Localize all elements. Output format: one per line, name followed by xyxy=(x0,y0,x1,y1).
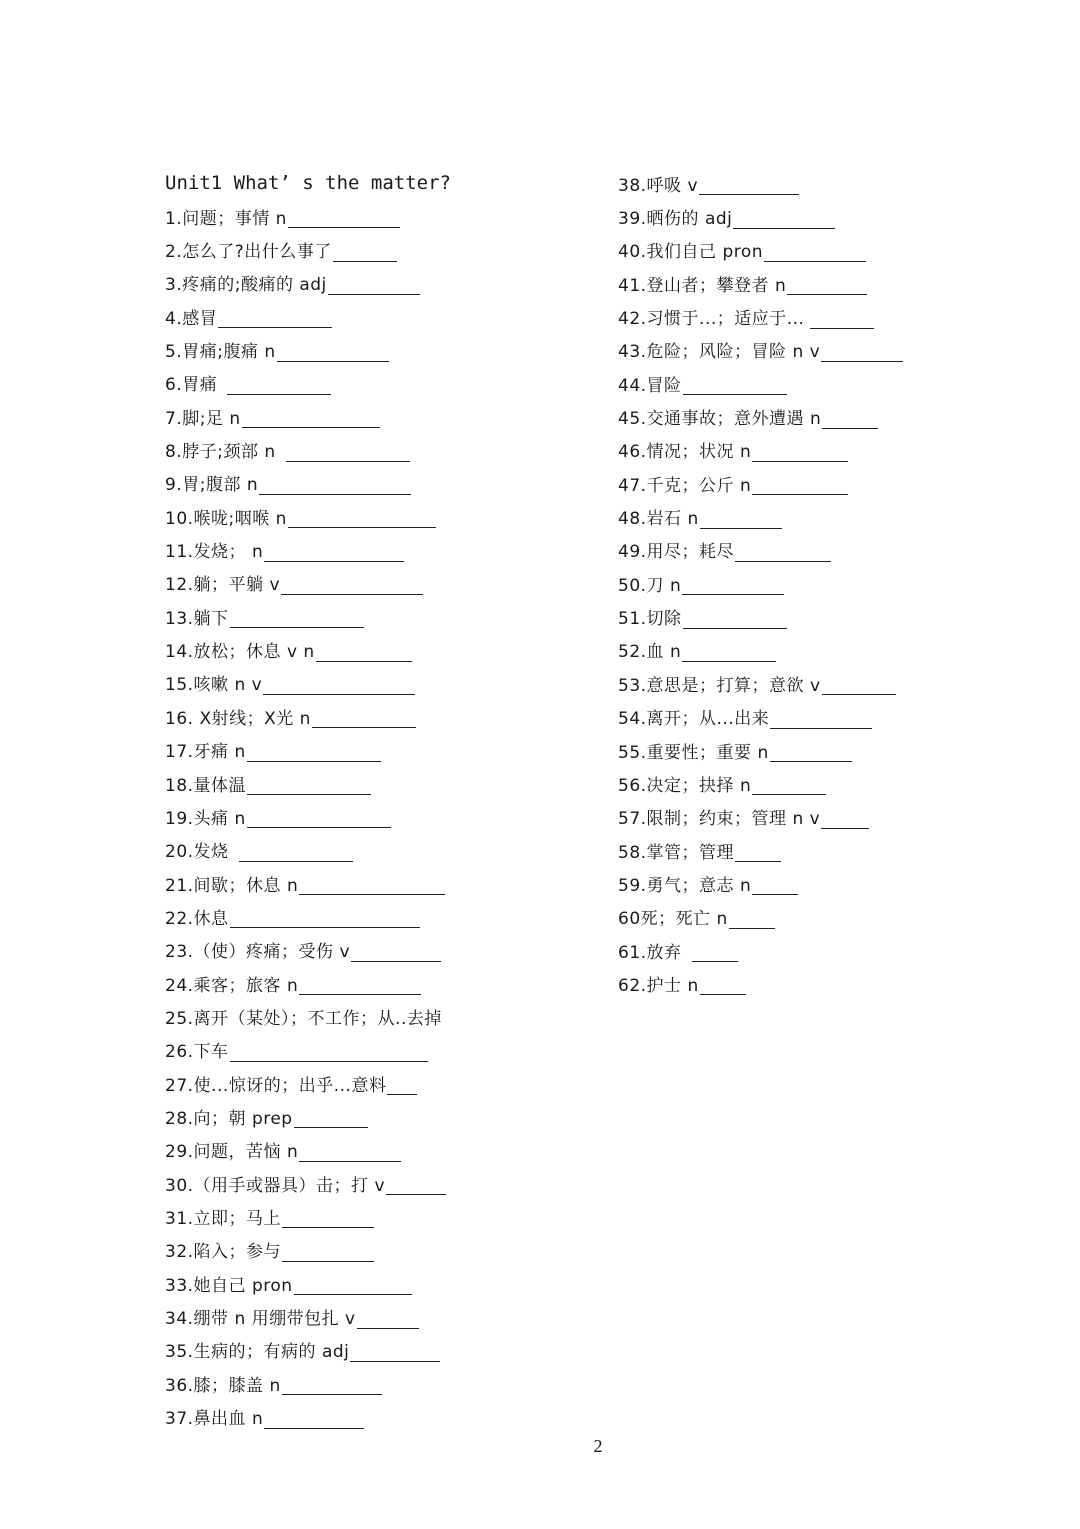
item-text: 55.重要性；重要 n xyxy=(618,742,769,763)
answer-blank[interactable] xyxy=(286,443,410,462)
vocab-item xyxy=(165,1169,585,1202)
answer-blank[interactable] xyxy=(264,543,404,562)
answer-blank[interactable] xyxy=(299,1143,401,1162)
answer-blank[interactable] xyxy=(821,810,869,829)
vocab-item xyxy=(165,1302,585,1335)
item-text: 26.下车 xyxy=(165,1042,229,1063)
vocab-item xyxy=(165,902,585,935)
vocab-item xyxy=(165,869,585,902)
right-column xyxy=(618,169,1038,1003)
item-text: 34.绷带 n 用绷带包扎 v xyxy=(165,1309,356,1330)
answer-blank[interactable] xyxy=(230,1043,428,1062)
answer-blank[interactable] xyxy=(294,1276,412,1295)
vocab-item xyxy=(618,602,1038,635)
item-text: 52.血 n xyxy=(618,642,682,663)
vocab-item xyxy=(618,336,1038,369)
item-text: 48.岩石 n xyxy=(618,509,699,530)
item-text: 40.我们自己 pron xyxy=(618,242,764,263)
vocab-item xyxy=(618,536,1038,569)
vocab-item xyxy=(165,669,585,702)
vocab-item xyxy=(618,269,1038,302)
vocab-item xyxy=(165,969,585,1002)
answer-blank[interactable] xyxy=(218,309,332,328)
answer-blank[interactable] xyxy=(357,1310,419,1329)
item-text: 6.胃痛 xyxy=(165,375,218,396)
vocab-item xyxy=(618,669,1038,702)
answer-blank[interactable] xyxy=(810,310,874,329)
item-text: 14.放松；休息 v n xyxy=(165,642,315,663)
answer-blank[interactable] xyxy=(299,876,445,895)
answer-blank[interactable] xyxy=(350,1343,440,1362)
vocab-item xyxy=(618,469,1038,502)
vocab-item xyxy=(165,469,585,502)
vocab-item xyxy=(618,969,1038,1002)
answer-blank[interactable] xyxy=(700,510,782,529)
item-text: 18.量体温 xyxy=(165,775,247,796)
item-text: 27.使...惊讶的；出乎...意料 xyxy=(165,1075,387,1096)
item-text: 58.掌管；管理 xyxy=(618,842,735,863)
item-text: 59.勇气；意志 n xyxy=(618,875,752,896)
answer-blank[interactable] xyxy=(282,1376,382,1395)
unit-title: Unit1 What’ s the matter? xyxy=(165,172,451,194)
vocab-item xyxy=(165,702,585,735)
item-text: 3.疼痛的;酸痛的 adj xyxy=(165,275,327,296)
vocab-item xyxy=(165,302,585,335)
answer-blank[interactable] xyxy=(277,343,389,362)
item-text: 20.发烧 xyxy=(165,842,229,863)
vocab-item xyxy=(165,1369,585,1402)
vocab-item xyxy=(165,202,585,235)
item-text: 36.膝；膝盖 n xyxy=(165,1375,281,1396)
vocab-item xyxy=(165,502,585,535)
answer-blank[interactable] xyxy=(239,843,353,862)
vocab-item xyxy=(618,803,1038,836)
answer-blank[interactable] xyxy=(735,843,781,862)
answer-blank[interactable] xyxy=(299,976,421,995)
answer-blank[interactable] xyxy=(263,676,415,695)
item-text: 47.千克；公斤 n xyxy=(618,475,752,496)
vocab-item xyxy=(618,369,1038,402)
item-text: 7.脚;足 n xyxy=(165,408,241,429)
answer-blank[interactable] xyxy=(386,1176,446,1195)
vocab-item xyxy=(165,635,585,668)
answer-blank[interactable] xyxy=(230,909,420,928)
answer-blank[interactable] xyxy=(683,610,787,629)
answer-blank[interactable] xyxy=(822,676,896,695)
item-text: 37.鼻出血 n xyxy=(165,1409,264,1430)
answer-blank[interactable] xyxy=(752,876,798,895)
answer-blank[interactable] xyxy=(700,976,746,995)
answer-blank[interactable] xyxy=(288,209,400,228)
answer-blank[interactable] xyxy=(729,910,775,929)
vocab-item xyxy=(165,1202,585,1235)
answer-blank[interactable] xyxy=(692,943,738,962)
answer-blank[interactable] xyxy=(764,243,866,262)
vocab-item xyxy=(618,769,1038,802)
answer-blank[interactable] xyxy=(351,943,441,962)
vocab-item xyxy=(165,269,585,302)
item-text: 57.限制；约束；管理 n v xyxy=(618,809,821,830)
item-text: 61.放弃 xyxy=(618,942,682,963)
answer-blank[interactable] xyxy=(333,243,397,262)
vocab-item xyxy=(165,802,585,835)
vocab-item xyxy=(165,435,585,468)
answer-blank[interactable] xyxy=(699,176,799,195)
answer-blank[interactable] xyxy=(682,643,776,662)
item-text: 2.怎么了?出什么事了 xyxy=(165,242,332,263)
answer-blank[interactable] xyxy=(770,710,872,729)
answer-blank[interactable] xyxy=(281,576,423,595)
vocab-item xyxy=(165,335,585,368)
vocab-item xyxy=(618,202,1038,235)
vocab-item xyxy=(618,569,1038,602)
item-text: 28.向；朝 prep xyxy=(165,1108,293,1129)
vocab-item xyxy=(618,436,1038,469)
answer-blank[interactable] xyxy=(735,543,831,562)
vocab-item xyxy=(165,1036,585,1069)
item-text: 23.（使）疼痛；受伤 v xyxy=(165,942,350,963)
item-text: 53.意思是；打算；意欲 v xyxy=(618,675,821,696)
vocab-item xyxy=(165,235,585,268)
item-text: 41.登山者；攀登者 n xyxy=(618,275,787,296)
vocab-item xyxy=(165,1102,585,1135)
vocab-item xyxy=(618,936,1038,969)
item-text: 31.立即；马上 xyxy=(165,1208,282,1229)
item-text: 16. X射线；X光 n xyxy=(165,708,311,729)
item-text: 22.休息 xyxy=(165,908,229,929)
item-text: 42.习惯于...；适应于... xyxy=(618,309,805,330)
vocab-item xyxy=(618,302,1038,335)
item-text: 43.危险；风险；冒险 n v xyxy=(618,342,821,363)
item-text: 24.乘客；旅客 n xyxy=(165,975,299,996)
answer-blank[interactable] xyxy=(387,1076,417,1095)
answer-blank[interactable] xyxy=(787,276,867,295)
vocab-item xyxy=(618,169,1038,202)
vocab-item xyxy=(618,836,1038,869)
vocab-item xyxy=(165,1336,585,1369)
vocab-item xyxy=(618,869,1038,902)
answer-blank[interactable] xyxy=(328,276,420,295)
left-column xyxy=(165,169,585,1436)
answer-blank[interactable] xyxy=(822,410,878,429)
answer-blank[interactable] xyxy=(259,476,411,495)
answer-blank[interactable] xyxy=(282,1243,374,1262)
item-text: 30.（用手或器具）击；打 v xyxy=(165,1175,385,1196)
answer-blank[interactable] xyxy=(247,776,371,795)
vocab-item xyxy=(618,236,1038,269)
answer-blank[interactable] xyxy=(770,743,852,762)
vocab-item xyxy=(165,1269,585,1302)
answer-blank[interactable] xyxy=(752,476,848,495)
item-text: 62.护士 n xyxy=(618,975,699,996)
answer-blank[interactable] xyxy=(242,409,380,428)
item-text: 54.离开；从...出来 xyxy=(618,709,770,730)
answer-blank[interactable] xyxy=(312,709,416,728)
vocab-item xyxy=(165,1002,585,1035)
answer-blank[interactable] xyxy=(264,1410,364,1429)
item-text: 38.呼吸 v xyxy=(618,175,698,196)
item-text: 51.切除 xyxy=(618,609,682,630)
item-text: 45.交通事故；意外遭遇 n xyxy=(618,409,822,430)
vocab-item xyxy=(618,736,1038,769)
vocab-item xyxy=(165,1136,585,1169)
answer-blank[interactable] xyxy=(752,776,826,795)
answer-blank[interactable] xyxy=(821,343,903,362)
vocab-item xyxy=(618,903,1038,936)
item-text: 1.问题；事情 n xyxy=(165,208,287,229)
vocab-item xyxy=(165,535,585,568)
answer-blank[interactable] xyxy=(247,809,391,828)
item-text: 15.咳嗽 n v xyxy=(165,675,263,696)
answer-blank[interactable] xyxy=(282,1209,374,1228)
vocab-item xyxy=(165,1236,585,1269)
item-text: 25.离开（某处）；不工作；从..去掉 xyxy=(165,1008,442,1029)
item-text: 60死；死亡 n xyxy=(618,909,728,930)
answer-blank[interactable] xyxy=(227,376,331,395)
item-text: 11.发烧； n xyxy=(165,542,264,563)
answer-blank[interactable] xyxy=(683,376,787,395)
vocab-item xyxy=(165,736,585,769)
answer-blank[interactable] xyxy=(294,1109,368,1128)
item-text: 49.用尽；耗尽 xyxy=(618,542,735,563)
item-text: 21.间歇；休息 n xyxy=(165,875,299,896)
item-text: 13.躺下 xyxy=(165,608,229,629)
vocab-item xyxy=(165,402,585,435)
item-text: 50.刀 n xyxy=(618,575,682,596)
page-number: 2 xyxy=(593,1436,603,1456)
item-text: 46.情况；状况 n xyxy=(618,442,752,463)
item-text: 33.她自己 pron xyxy=(165,1275,293,1296)
vocab-item xyxy=(165,1069,585,1102)
item-text: 4.感冒 xyxy=(165,308,218,329)
vocab-item xyxy=(618,636,1038,669)
item-text: 29.问题，苦恼 n xyxy=(165,1142,299,1163)
item-text: 9.胃;腹部 n xyxy=(165,475,259,496)
vocab-item xyxy=(165,769,585,802)
vocab-item xyxy=(165,602,585,635)
item-text: 5.胃痛;腹痛 n xyxy=(165,342,276,363)
item-text: 32.陷入；参与 xyxy=(165,1242,282,1263)
item-text: 12.躺；平躺 v xyxy=(165,575,280,596)
answer-blank[interactable] xyxy=(752,443,848,462)
answer-blank[interactable] xyxy=(288,509,436,528)
vocab-item xyxy=(165,1402,585,1435)
item-text: 44.冒险 xyxy=(618,375,682,396)
answer-blank[interactable] xyxy=(733,210,835,229)
answer-blank[interactable] xyxy=(316,643,412,662)
vocab-item xyxy=(165,369,585,402)
vocab-item xyxy=(165,836,585,869)
vocab-item xyxy=(618,502,1038,535)
answer-blank[interactable] xyxy=(682,576,784,595)
item-text: 17.牙痛 n xyxy=(165,742,246,763)
item-text: 39.晒伤的 adj xyxy=(618,209,733,230)
item-text: 8.脖子;颈部 n xyxy=(165,442,276,463)
vocab-item xyxy=(618,703,1038,736)
item-text: 19.头痛 n xyxy=(165,808,246,829)
vocab-item xyxy=(165,936,585,969)
item-text: 10.喉咙;咽喉 n xyxy=(165,508,287,529)
answer-blank[interactable] xyxy=(230,609,364,628)
vocab-item xyxy=(165,569,585,602)
vocab-item xyxy=(618,402,1038,435)
item-text: 56.决定；抉择 n xyxy=(618,775,752,796)
item-text: 35.生病的；有病的 adj xyxy=(165,1342,350,1363)
answer-blank[interactable] xyxy=(247,743,381,762)
